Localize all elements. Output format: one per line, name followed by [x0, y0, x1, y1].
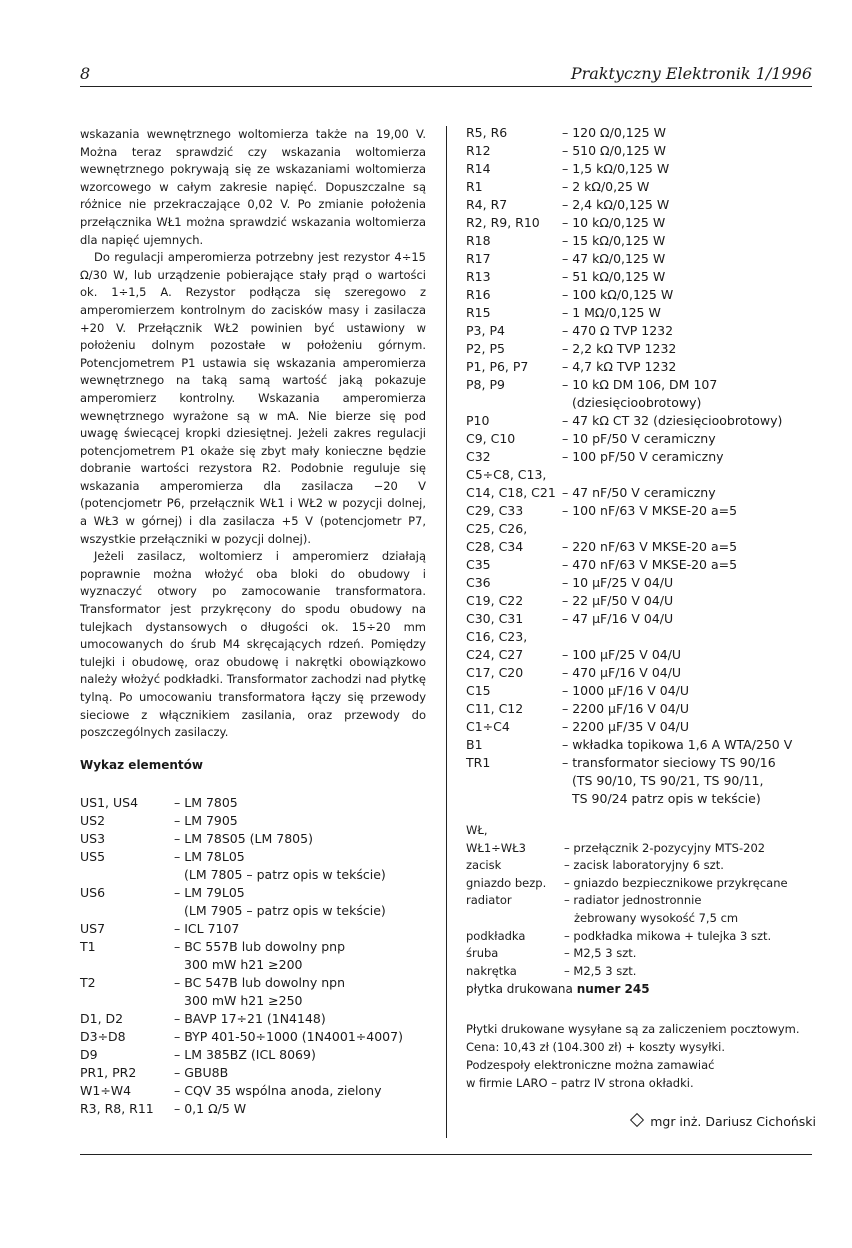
part-desc: – 470 nF/63 V MKSE-20 a=5 — [562, 557, 738, 572]
part-ref: C24, C27 — [466, 647, 524, 662]
part-desc — [562, 466, 816, 484]
author-line — [466, 1114, 816, 1129]
part-desc: (LM 7905 – patrz opis w tekście) — [184, 902, 386, 918]
paragraph-transformer: Jeżeli zasilacz, woltomierz i amperomierz działają poprawnie można włożyć oba bloki do obudowy i wyznaczyć otwory po zamocowanie transformatora. Transformator jest przykręcony do spodu obudowy na tulejkach dystansowych o długości ok. 15÷20 mm umocowanych do śrub M4 skręcających rdzeń. Pomiędzy tulejki i obudowę, oraz obudowę i nakrętki obowiązkowo należy włożyć podkładki. Transformator zachodzi nad płytkę tylną. Po umocowaniu transformatora łączy się przewody sieciowe z włącznikiem zasilania, oraz przewody do poszczególnych zasilaczy. — [80, 549, 426, 740]
part-ref — [80, 956, 174, 974]
part-row — [466, 412, 816, 430]
part-row — [80, 938, 426, 956]
part-ref: TR1 — [466, 755, 491, 770]
author-name: mgr inż. Dariusz Cichoński — [650, 1114, 816, 1130]
part-row — [466, 610, 816, 628]
part-row — [466, 892, 816, 910]
part-row — [466, 790, 816, 808]
part-ref: C29, C33 — [466, 503, 524, 518]
part-row — [466, 700, 816, 718]
part-row — [80, 1082, 426, 1100]
part-row — [466, 945, 816, 963]
part-row — [80, 1046, 426, 1064]
part-row — [466, 963, 816, 981]
part-row — [466, 822, 816, 840]
part-ref: C15 — [466, 683, 491, 698]
part-row — [466, 196, 816, 214]
part-ref: R16 — [466, 287, 491, 302]
part-desc: żebrowany wysokość 7,5 cm — [574, 910, 739, 925]
part-row — [466, 160, 816, 178]
part-row — [466, 736, 816, 754]
part-row — [466, 484, 816, 502]
part-ref: D1, D2 — [80, 1010, 124, 1026]
part-desc: 300 mW h21 ≥200 — [184, 956, 303, 972]
part-row — [466, 214, 816, 232]
part-ref: P10 — [466, 413, 490, 428]
part-row — [466, 358, 816, 376]
part-desc: – 22 μF/50 V 04/U — [562, 593, 674, 608]
part-row — [80, 1010, 426, 1028]
part-ref: C14, C18, C21 — [466, 485, 556, 500]
part-row — [80, 902, 426, 920]
part-ref: gniazdo bezp. — [466, 875, 547, 890]
paragraph-ammeter: Do regulacji amperomierza potrzebny jest rezystor 4÷15 Ω/30 W, lub urządzenie pobierające stały prąd o wartości ok. 1÷1,5 A. Rezystor podłącza się szeregowo z amperomierzem kontrolnym do zacisków masy i zasilacza +20 V. Przełącznik WŁ2 powinien być ustawiony w położeniu dolnym pozostałe w położeniu górnym. Potencjometrem P1 ustawia się wskazania amperomierza wewnętrznego na taką samą wartość jaką pokazuje amperomierz kontrolny. Wskazania amperomierza wewnętrznego wyrażone są w mA. Nie bierze się pod uwagę świecącej kropki dziesiętnej. Jeżeli zakres regulacji potencjometrem P1 okaże się zbyt mały konieczne będzie dobranie wartości rezystora R2. Podobnie reguluje się wskazania amperomierza dla zasilacza −20 V (potencjometr P6, przełącznik WŁ1 i WŁ2 w pozycji dolnej, a WŁ3 w górnej) i dla zasilacza +5 V (potencjometr P7, wszystkie przełączniki w pozycji dolnej). — [80, 250, 426, 546]
note-line: Podzespoły elektroniczne można zamawiać — [466, 1058, 715, 1073]
part-desc: – LM 79L05 — [174, 884, 245, 900]
part-desc: – 51 kΩ/0,125 W — [562, 269, 666, 284]
part-desc: – M2,5 3 szt. — [564, 946, 637, 961]
part-desc: – 100 μF/25 V 04/U — [562, 647, 682, 662]
part-desc: – 47 μF/16 V 04/U — [562, 611, 674, 626]
part-row — [466, 772, 816, 790]
part-ref: P8, P9 — [466, 377, 505, 392]
part-ref: radiator — [466, 893, 512, 908]
right-column — [466, 124, 816, 1129]
header-rule — [80, 86, 812, 87]
part-desc: – gniazdo bezpiecznikowe przykręcane — [564, 875, 788, 890]
part-desc: – 100 nF/63 V MKSE-20 a=5 — [562, 503, 738, 518]
part-row — [80, 974, 426, 992]
part-ref: WŁ, — [466, 823, 488, 837]
part-row — [466, 502, 816, 520]
note-line: Płytki drukowane wysyłane są za zaliczeniem pocztowym. — [466, 1022, 800, 1037]
part-row — [466, 592, 816, 610]
pcb-label: płytka drukowana — [466, 982, 573, 997]
part-desc: – BYP 401-50÷1000 (1N4001÷4007) — [174, 1028, 403, 1044]
part-ref — [80, 902, 174, 920]
part-row — [466, 840, 816, 858]
note-line: w firmie LARO – patrz IV strona okładki. — [466, 1076, 694, 1091]
part-desc: – 2 kΩ/0,25 W — [562, 179, 650, 194]
part-row — [466, 124, 816, 142]
part-desc: – 47 kΩ CT 32 (dziesięcioobrotowy) — [562, 413, 783, 428]
part-row — [466, 875, 816, 893]
part-ref: R2, R9, R10 — [466, 215, 540, 230]
part-desc: – LM 385BZ (ICL 8069) — [174, 1046, 316, 1062]
part-desc: – 120 Ω/0,125 W — [562, 125, 666, 140]
part-ref: R18 — [466, 233, 491, 248]
part-desc: – 470 μF/16 V 04/U — [562, 665, 682, 680]
part-ref: C28, C34 — [466, 539, 524, 554]
part-desc: – M2,5 3 szt. — [564, 963, 637, 978]
part-row — [466, 250, 816, 268]
part-desc — [562, 520, 816, 538]
part-desc: – przełącznik 2-pozycyjny MTS-202 — [564, 840, 766, 855]
part-ref: R15 — [466, 305, 491, 320]
part-ref: PR1, PR2 — [80, 1064, 137, 1080]
parts-table-mechanical — [466, 822, 816, 980]
part-desc: – 10 μF/25 V 04/U — [562, 575, 674, 590]
part-ref: P2, P5 — [466, 341, 505, 356]
part-row — [466, 857, 816, 875]
part-desc: – 1,5 kΩ/0,125 W — [562, 161, 670, 176]
part-row — [466, 232, 816, 250]
part-ref: C36 — [466, 575, 491, 590]
part-row — [80, 920, 426, 938]
part-desc: – 2,4 kΩ/0,125 W — [562, 197, 670, 212]
part-ref: nakrętka — [466, 963, 517, 978]
part-ref: zacisk — [466, 858, 502, 873]
part-desc: – 10 pF/50 V ceramiczny — [562, 431, 716, 446]
part-row — [80, 956, 426, 974]
part-row — [466, 646, 816, 664]
part-ref: C1÷C4 — [466, 719, 510, 734]
part-desc: (TS 90/10, TS 90/21, TS 90/11, — [572, 773, 764, 788]
part-ref: C30, C31 — [466, 611, 524, 626]
part-desc: – LM 78S05 (LM 7805) — [174, 830, 313, 846]
part-desc: – 4,7 kΩ TVP 1232 — [562, 359, 677, 374]
part-desc: – 47 kΩ/0,125 W — [562, 251, 666, 266]
part-row — [466, 910, 816, 928]
part-desc: – 220 nF/63 V MKSE-20 a=5 — [562, 539, 738, 554]
part-ref: D9 — [80, 1046, 98, 1062]
part-desc: (dziesięcioobrotowy) — [572, 395, 702, 410]
part-row — [80, 830, 426, 848]
part-row — [466, 754, 816, 772]
part-row — [466, 448, 816, 466]
part-ref: T2 — [80, 974, 96, 990]
part-desc: – 47 nF/50 V ceramiczny — [562, 485, 716, 500]
part-row — [466, 928, 816, 946]
part-ref: R5, R6 — [466, 125, 508, 140]
part-row — [466, 430, 816, 448]
part-row — [466, 376, 816, 394]
part-ref — [466, 910, 564, 928]
part-desc: – podkładka mikowa + tulejka 3 szt. — [564, 928, 772, 943]
part-row — [466, 322, 816, 340]
part-row — [466, 556, 816, 574]
part-ref: US2 — [80, 812, 106, 828]
part-ref: C11, C12 — [466, 701, 524, 716]
part-desc: – 100 kΩ/0,125 W — [562, 287, 674, 302]
part-ref: C9, C10 — [466, 431, 516, 446]
part-row — [466, 574, 816, 592]
part-desc: – 2200 μF/35 V 04/U — [562, 719, 690, 734]
footer-rule — [80, 1154, 812, 1155]
part-ref — [466, 772, 562, 790]
paragraph-voltmeter: wskazania wewnętrznego woltomierza także na 19,00 V. Można teraz sprawdzić czy wskazania woltomierza wewnętrznego pokrywają się ze wskazaniami woltomierza wzorcowego w całym zakresie napięć. Dopuszczalne są różnice nie przekraczające 0,02 V. Po zmianie położenia przełącznika WŁ1 można sprawdzić wskazania woltomierza dla napięć ujemnych. — [80, 127, 426, 247]
part-row — [80, 848, 426, 866]
part-ref: US1, US4 — [80, 794, 139, 810]
part-ref: R14 — [466, 161, 491, 176]
part-ref: podkładka — [466, 928, 526, 943]
part-ref: US7 — [80, 920, 106, 936]
part-row — [466, 142, 816, 160]
part-row — [466, 304, 816, 322]
part-ref: US5 — [80, 848, 106, 864]
part-row — [466, 466, 816, 484]
part-ref: US3 — [80, 830, 106, 846]
part-ref: R12 — [466, 143, 491, 158]
parts-list-heading: Wykaz elementów — [80, 757, 203, 772]
parts-table-left — [80, 794, 426, 1118]
part-row — [466, 718, 816, 736]
part-ref: śruba — [466, 946, 499, 961]
part-desc — [562, 628, 816, 646]
column-divider — [446, 126, 447, 1138]
part-ref: R3, R8, R11 — [80, 1100, 154, 1116]
part-desc: – 2200 μF/16 V 04/U — [562, 701, 690, 716]
pcb-line — [466, 980, 816, 998]
part-desc: – 15 kΩ/0,125 W — [562, 233, 666, 248]
part-ref — [466, 394, 562, 412]
part-ref: WŁ1÷WŁ3 — [466, 840, 526, 855]
part-row — [80, 1064, 426, 1082]
part-desc: – zacisk laboratoryjny 6 szt. — [564, 858, 724, 873]
part-row — [80, 884, 426, 902]
part-row — [80, 992, 426, 1010]
part-row — [466, 520, 816, 538]
part-desc: – radiator jednostronnie — [564, 893, 702, 908]
part-row — [466, 178, 816, 196]
part-desc: (LM 7805 – patrz opis w tekście) — [184, 866, 386, 882]
part-ref — [466, 790, 562, 808]
part-desc: – 2,2 kΩ TVP 1232 — [562, 341, 677, 356]
part-ref: R4, R7 — [466, 197, 508, 212]
part-ref: US6 — [80, 884, 106, 900]
diamond-icon — [630, 1113, 644, 1127]
part-ref: C5÷C8, C13, — [466, 467, 547, 482]
part-row — [80, 1028, 426, 1046]
part-row — [80, 866, 426, 884]
part-desc: – LM 78L05 — [174, 848, 245, 864]
left-column — [80, 126, 426, 1118]
part-desc: – 100 pF/50 V ceramiczny — [562, 449, 724, 464]
part-desc: – BAVP 17÷21 (1N4148) — [174, 1010, 326, 1026]
part-desc: – 1 MΩ/0,125 W — [562, 305, 661, 320]
part-ref: R13 — [466, 269, 491, 284]
part-ref: B1 — [466, 737, 483, 752]
note-line: Cena: 10,43 zł (104.300 zł) + koszty wysyłki. — [466, 1040, 726, 1055]
part-desc: – BC 557B lub dowolny pnp — [174, 938, 346, 954]
part-ref: C25, C26, — [466, 521, 528, 536]
part-desc: – LM 7805 — [174, 794, 238, 810]
part-ref: C32 — [466, 449, 491, 464]
part-desc: – wkładka topikowa 1,6 A WTA/250 V — [562, 737, 793, 752]
part-desc: – GBU8B — [174, 1064, 229, 1080]
part-ref: C35 — [466, 557, 491, 572]
part-ref: C19, C22 — [466, 593, 524, 608]
part-desc: – transformator sieciowy TS 90/16 — [562, 755, 776, 770]
part-row — [466, 664, 816, 682]
part-ref: W1÷W4 — [80, 1082, 132, 1098]
part-desc: – CQV 35 wspólna anoda, zielony — [174, 1082, 382, 1098]
part-desc: – 0,1 Ω/5 W — [174, 1100, 247, 1116]
part-row — [80, 1100, 426, 1118]
part-row — [80, 812, 426, 830]
part-ref: T1 — [80, 938, 96, 954]
part-row — [466, 628, 816, 646]
part-row — [466, 538, 816, 556]
part-row — [80, 794, 426, 812]
pcb-number: numer 245 — [576, 982, 650, 997]
part-ref: R1 — [466, 179, 483, 194]
part-desc: TS 90/24 patrz opis w tekście) — [572, 791, 761, 806]
part-ref — [80, 992, 174, 1010]
parts-table-right — [466, 124, 816, 808]
part-ref: C16, C23, — [466, 629, 528, 644]
part-ref: C17, C20 — [466, 665, 524, 680]
part-row — [466, 268, 816, 286]
part-desc: – ICL 7107 — [174, 920, 240, 936]
part-desc: – 10 kΩ DM 106, DM 107 — [562, 377, 718, 392]
part-desc — [564, 822, 816, 840]
part-ref: D3÷D8 — [80, 1028, 126, 1044]
part-ref: P3, P4 — [466, 323, 505, 338]
part-desc: – 10 kΩ/0,125 W — [562, 215, 666, 230]
page-number: 8 — [80, 64, 91, 83]
part-desc: 300 mW h21 ≥250 — [184, 992, 303, 1008]
part-desc: – 470 Ω TVP 1232 — [562, 323, 674, 338]
part-row — [466, 394, 816, 412]
part-row — [466, 682, 816, 700]
part-ref — [80, 866, 174, 884]
part-desc: – BC 547B lub dowolny npn — [174, 974, 345, 990]
ordering-notes — [466, 1020, 816, 1092]
part-row — [466, 286, 816, 304]
part-desc: – 1000 μF/16 V 04/U — [562, 683, 690, 698]
magazine-title: Praktyczny Elektronik 1/1996 — [570, 64, 812, 83]
part-desc: – 510 Ω/0,125 W — [562, 143, 666, 158]
part-desc: – LM 7905 — [174, 812, 238, 828]
part-row — [466, 340, 816, 358]
part-ref: P1, P6, P7 — [466, 359, 529, 374]
part-ref: R17 — [466, 251, 491, 266]
